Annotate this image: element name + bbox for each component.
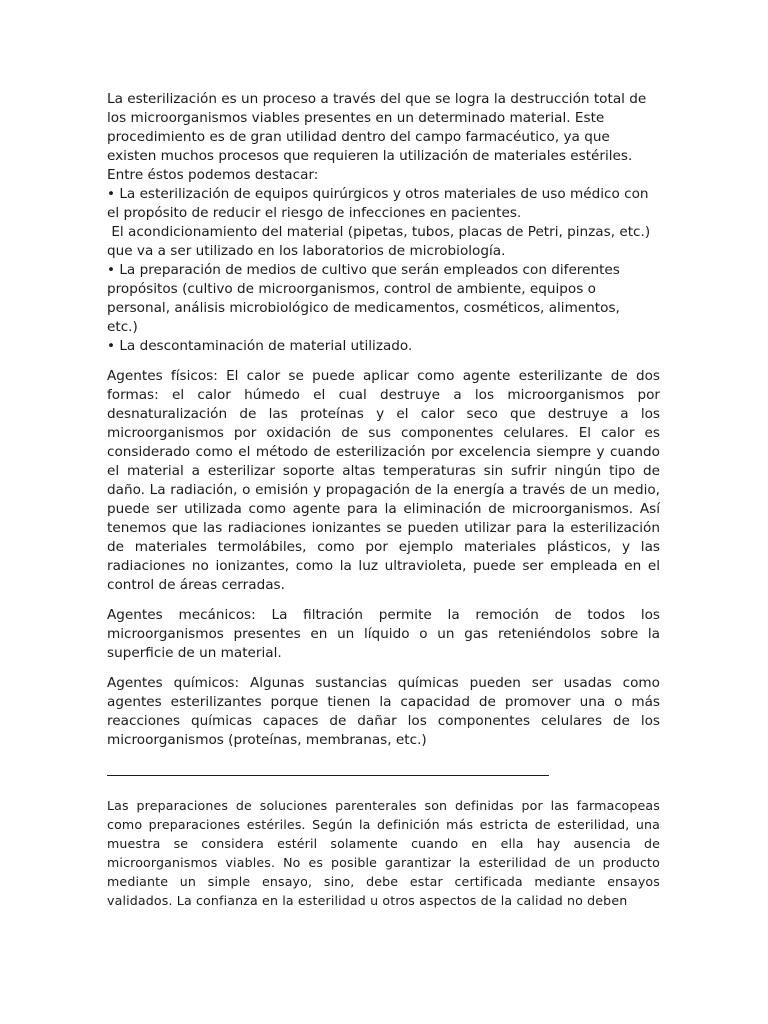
parenteral-solutions-paragraph: Las preparaciones de soluciones parenterales son definidas por las farmacopeas como preparaciones estériles. Según la definición más estricta de esterilidad, una muestra se considera estéril solamente cuando en ella hay ausencia de microorganismos viables. No es posible garantizar la esterilidad de un producto mediante un simple ensayo, sino, debe estar certificada mediante ensayos validados. La confianza en la esterilidad u otros aspectos de la calidad no deben: [107, 798, 660, 908]
intro-line: La esterilización es un proceso a través del que se logra la destrucción total de: [107, 91, 647, 107]
bullet-item: El acondicionamiento del material (pipetas, tubos, placas de Petri, pinzas, etc.): [107, 224, 651, 240]
intro-paragraph: [107, 90, 660, 356]
bullet-item: • La descontaminación de material utilizado.: [107, 338, 413, 354]
bullet-item-continuation: propósitos (cultivo de microorganismos, control de ambiente, equipos o: [107, 281, 596, 297]
document-page: [107, 90, 660, 910]
bullet-item: • La preparación de medios de cultivo que serán empleados con diferentes: [107, 262, 620, 278]
bullet-item-continuation: personal, análisis microbiológico de medicamentos, cosméticos, alimentos,: [107, 300, 620, 316]
mechanical-agents-paragraph: Agentes mecánicos: La filtración permite la remoción de todos los microorganismos presentes en un líquido o un gas reteniéndolos sobre la superficie de un material.: [107, 607, 660, 661]
bullet-item-continuation: etc.): [107, 319, 138, 335]
physical-agents-paragraph: Agentes físicos: El calor se puede aplicar como agente esterilizante de dos formas: el calor húmedo el cual destruye a los microorganismos por desnaturalización de las proteínas y el calor seco que destruye a los microorganismos por oxidación de sus componentes celulares. El calor es considerado como el método de esterilización por excelencia siempre y cuando el material a esterilizar soporte altas temperaturas sin sufrir ningún tipo de daño. La radiación, o emisión y propagación de la energía a través de un medio, puede ser utilizada como agente para la eliminación de microorganismos. Así tenemos que las radiaciones ionizantes se pueden utilizar para la esterilización de materiales termolábiles, como por ejemplo materiales plásticos, y las radiaciones no ionizantes, como la luz ultravioleta, puede ser empleada en el control de áreas cerradas.: [107, 368, 660, 593]
separator-line: [107, 775, 549, 776]
intro-line: Entre éstos podemos destacar:: [107, 167, 319, 183]
bullet-item-continuation: que va a ser utilizado en los laboratorios de microbiología.: [107, 243, 506, 259]
intro-line: procedimiento es de gran utilidad dentro del campo farmacéutico, ya que: [107, 129, 610, 145]
intro-line: los microorganismos viables presentes en un determinado material. Este: [107, 110, 605, 126]
bullet-item: • La esterilización de equipos quirúrgicos y otros materiales de uso médico con: [107, 186, 649, 202]
intro-line: existen muchos procesos que requieren la utilización de materiales estériles.: [107, 148, 633, 164]
chemical-agents-paragraph: Agentes químicos: Algunas sustancias químicas pueden ser usadas como agentes esterilizantes porque tienen la capacidad de promover una o más reacciones químicas capaces de dañar los componentes celulares de los microorganismos (proteínas, membranas, etc.): [107, 675, 660, 748]
bullet-item-continuation: el propósito de reducir el riesgo de infecciones en pacientes.: [107, 205, 522, 221]
